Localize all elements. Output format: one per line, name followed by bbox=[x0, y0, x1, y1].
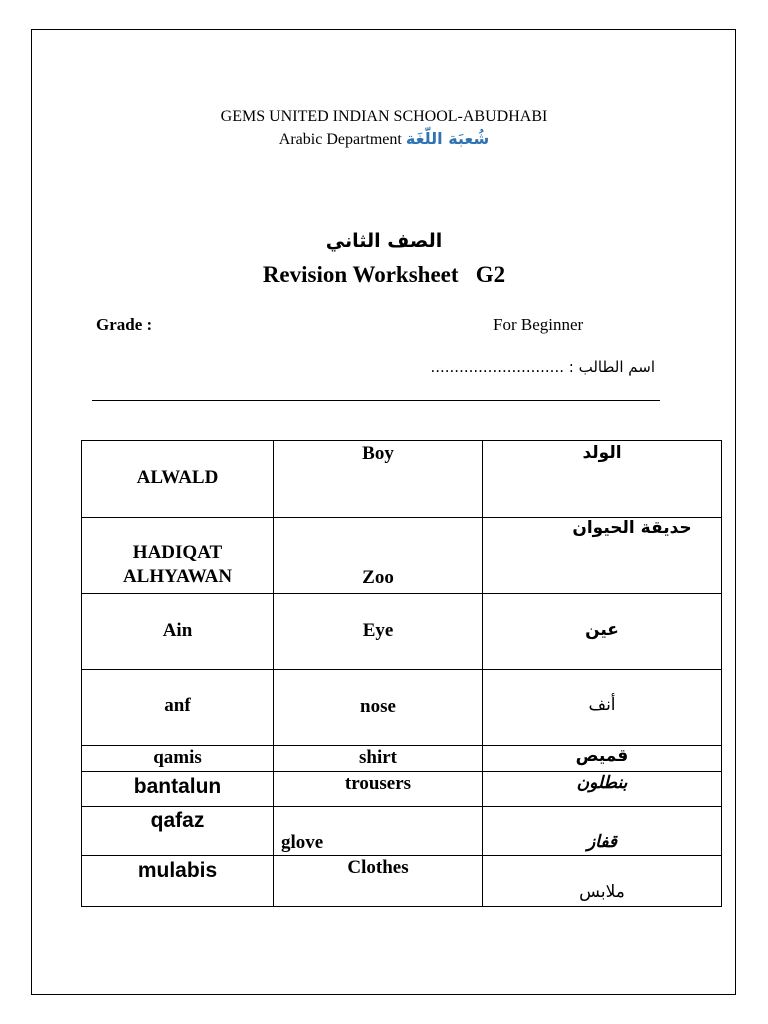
english-cell bbox=[274, 670, 483, 746]
level-label: For Beginner bbox=[493, 315, 584, 334]
english-cell bbox=[274, 807, 483, 856]
arabic-cell bbox=[483, 518, 722, 594]
english-cell bbox=[274, 594, 483, 670]
department-en: Arabic Department bbox=[278, 131, 402, 148]
transliteration-cell bbox=[82, 856, 274, 907]
english-cell bbox=[274, 441, 483, 518]
english-text: nose bbox=[360, 696, 396, 717]
vocabulary-table bbox=[81, 440, 722, 907]
arabic-cell bbox=[483, 772, 722, 807]
table-row bbox=[82, 746, 722, 772]
transliteration-text: Ain bbox=[162, 620, 193, 641]
arabic-cell bbox=[483, 594, 722, 670]
arabic-text: قفاز bbox=[586, 832, 618, 852]
transliteration-text-line1: HADIQAT bbox=[132, 542, 223, 563]
transliteration-text: qafaz bbox=[150, 809, 205, 832]
department-line bbox=[0, 129, 768, 149]
arabic-text: ملابس bbox=[579, 882, 625, 902]
transliteration-text: anf bbox=[164, 695, 191, 716]
worksheet-title: Revision Worksheet G2 bbox=[262, 262, 506, 287]
transliteration-text: bantalun bbox=[133, 775, 222, 798]
transliteration-cell bbox=[82, 772, 274, 807]
student-name-field bbox=[430, 358, 655, 376]
english-cell bbox=[274, 746, 483, 772]
transliteration-cell bbox=[82, 807, 274, 856]
arabic-text: الولد bbox=[582, 443, 622, 463]
arabic-cell bbox=[483, 807, 722, 856]
table-row bbox=[82, 518, 722, 594]
transliteration-cell bbox=[82, 594, 274, 670]
arabic-cell bbox=[483, 856, 722, 907]
arabic-cell bbox=[483, 746, 722, 772]
table-row bbox=[82, 856, 722, 907]
student-name-dots: ............................ bbox=[430, 358, 564, 376]
table-row bbox=[82, 772, 722, 807]
arabic-text: قميص bbox=[575, 746, 629, 766]
arabic-cell bbox=[483, 441, 722, 518]
arabic-text: حديقة الحيوان bbox=[572, 518, 692, 538]
arabic-text: بنطلون bbox=[576, 773, 628, 793]
arabic-text: عين bbox=[585, 620, 619, 640]
separator-line bbox=[92, 400, 660, 401]
department-ar: شُعبَة اللّغَة bbox=[405, 129, 490, 148]
english-cell bbox=[274, 772, 483, 807]
english-text: Boy bbox=[362, 443, 394, 464]
arabic-cell bbox=[483, 670, 722, 746]
transliteration-text: ALWALD bbox=[136, 467, 219, 488]
english-text: shirt bbox=[359, 747, 397, 768]
transliteration-cell bbox=[82, 518, 274, 594]
school-name: GEMS UNITED INDIAN SCHOOL-ABUDHABI bbox=[220, 108, 548, 125]
transliteration-text-line2: ALHYAWAN bbox=[122, 566, 233, 587]
transliteration-text: qamis bbox=[153, 747, 202, 768]
class-title-ar: الصف الثاني bbox=[325, 230, 443, 252]
student-name-label: اسم الطالب : bbox=[568, 358, 655, 376]
transliteration-cell bbox=[82, 441, 274, 518]
table-row bbox=[82, 807, 722, 856]
english-cell bbox=[274, 518, 483, 594]
english-text: Eye bbox=[362, 620, 394, 641]
grade-label: Grade : bbox=[96, 315, 153, 334]
transliteration-cell bbox=[82, 746, 274, 772]
english-text: Clothes bbox=[347, 857, 409, 878]
english-text: glove bbox=[281, 832, 324, 853]
english-cell bbox=[274, 856, 483, 907]
table-row bbox=[82, 670, 722, 746]
table-row bbox=[82, 594, 722, 670]
transliteration-cell bbox=[82, 670, 274, 746]
table-row bbox=[82, 441, 722, 518]
english-text: Zoo bbox=[362, 567, 394, 588]
transliteration-text: mulabis bbox=[137, 859, 218, 882]
english-text: trousers bbox=[344, 773, 412, 794]
arabic-text: أنف bbox=[588, 695, 616, 715]
